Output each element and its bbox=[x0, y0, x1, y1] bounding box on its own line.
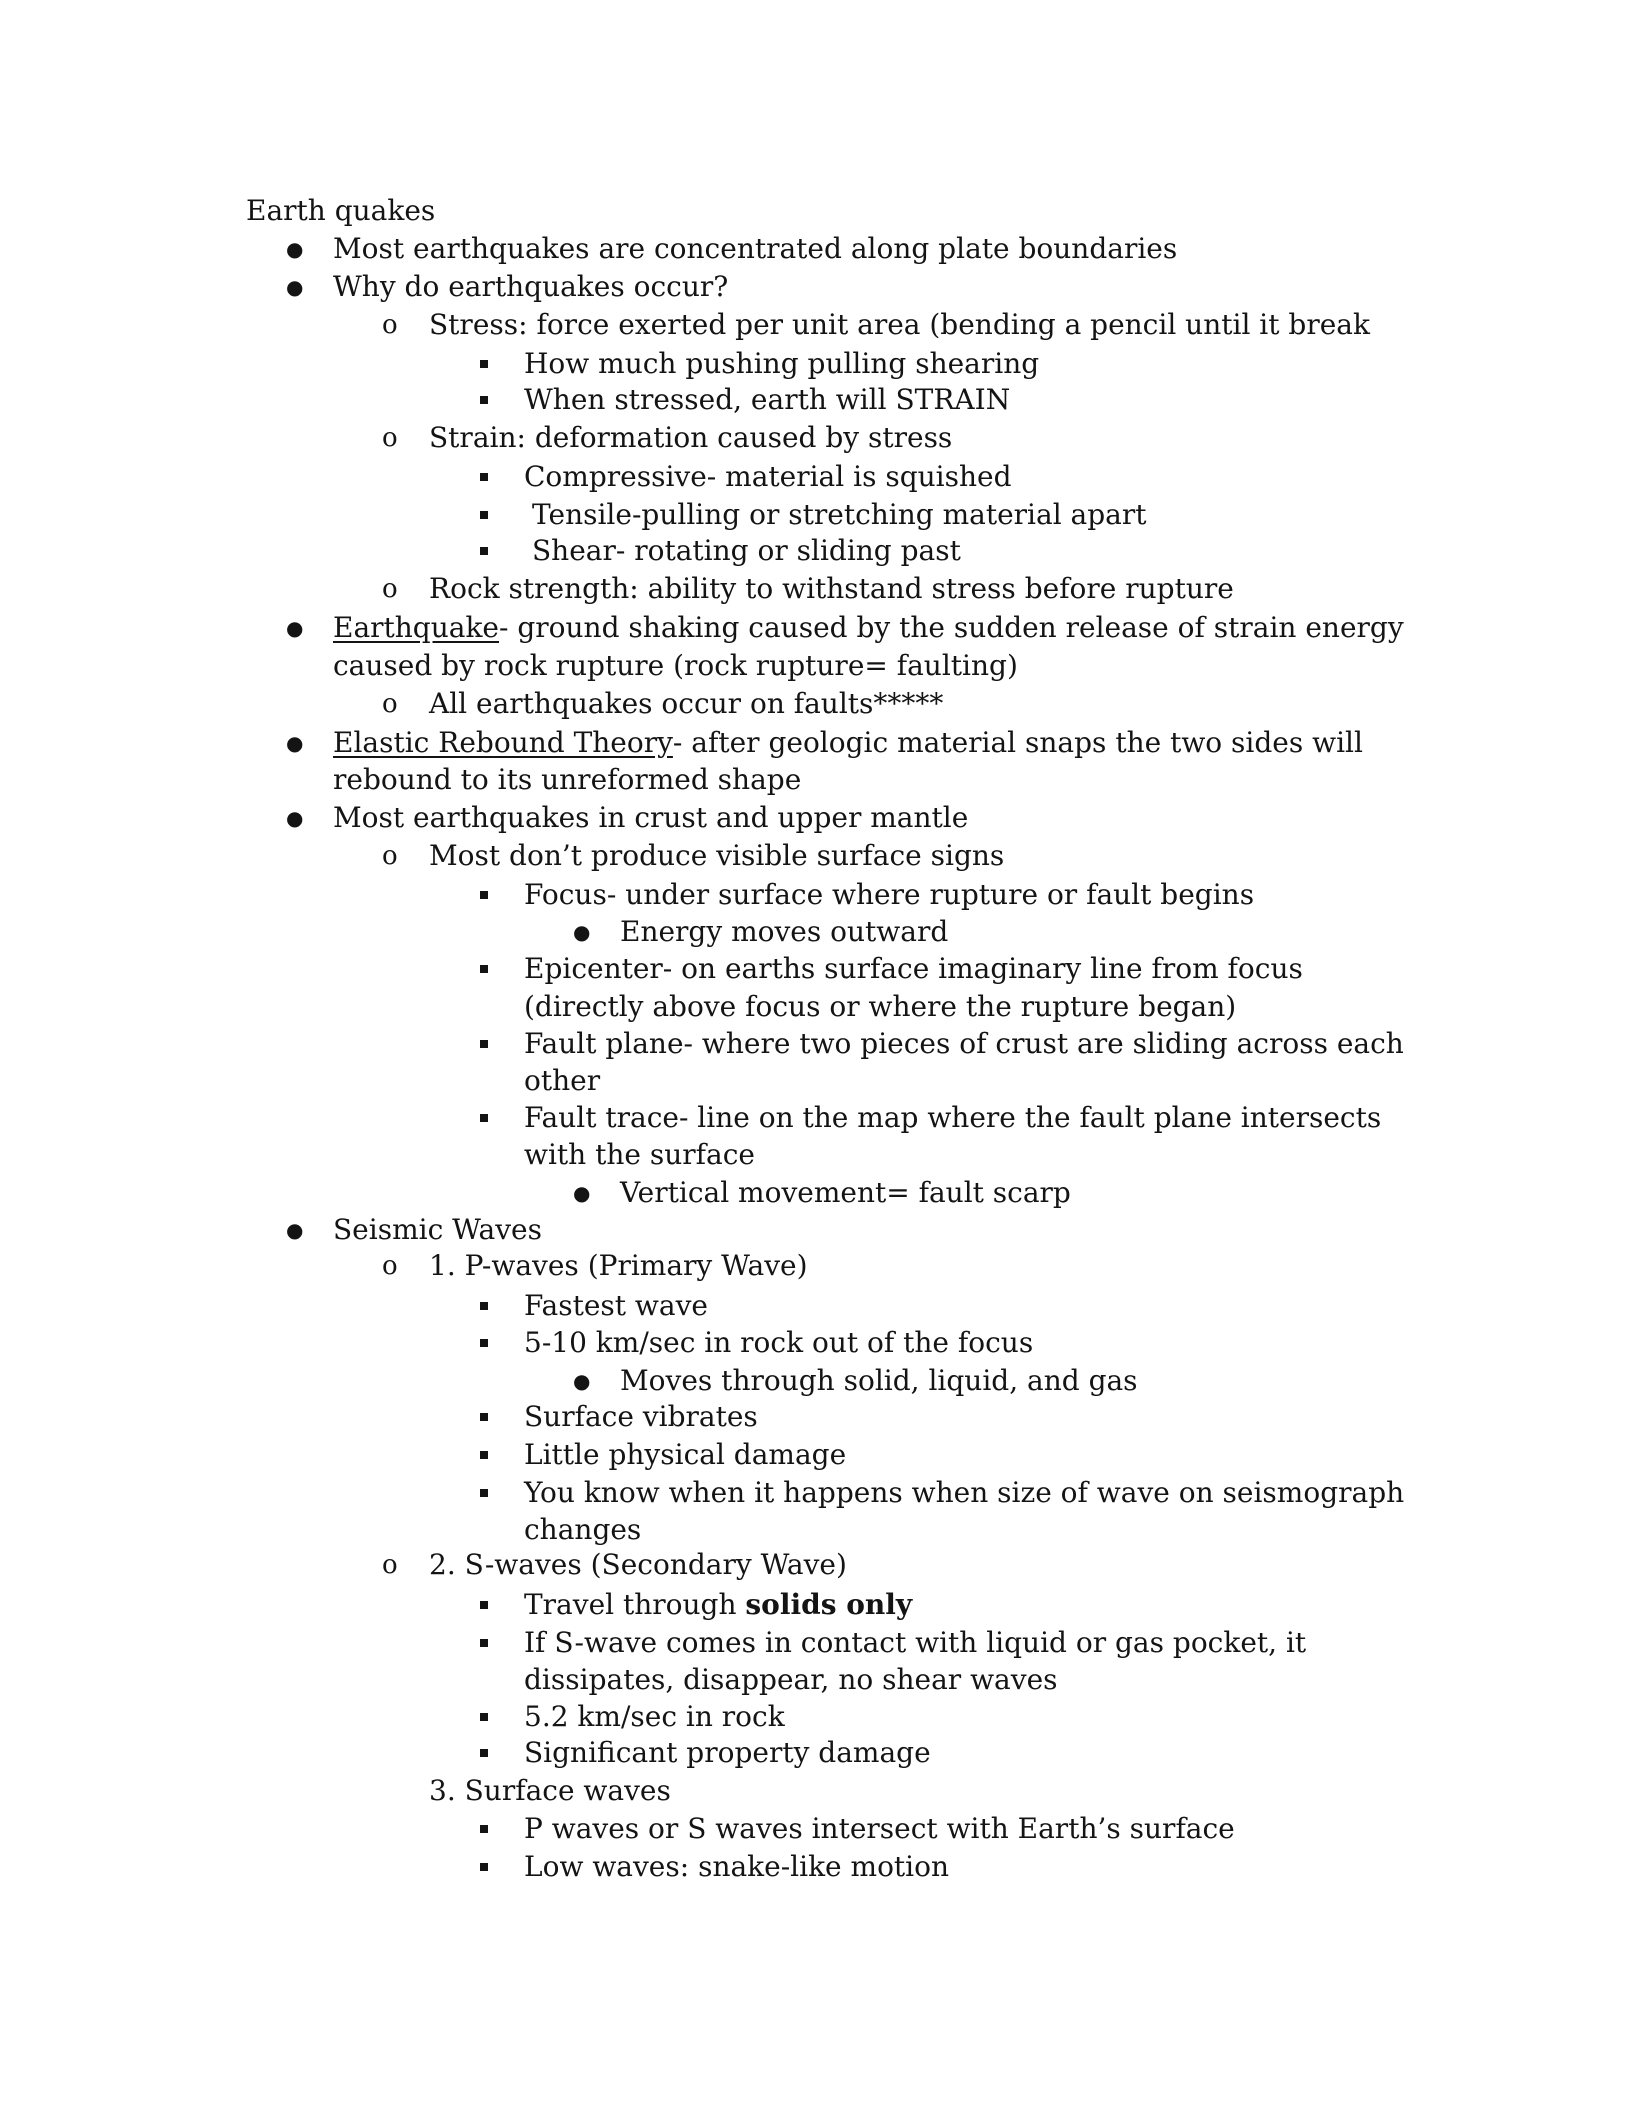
list-item-text: Low waves: snake-like motion bbox=[524, 1850, 950, 1883]
list-item-text: Compressive- material is squished bbox=[524, 460, 1012, 493]
definition-text: - ground shaking caused by the sudden release of strain energy bbox=[499, 611, 1404, 644]
list-item-text: 3. Surface waves bbox=[429, 1774, 671, 1807]
list-item-text: Focus- under surface where rupture or fault begins bbox=[524, 878, 1255, 911]
list-item-text bbox=[333, 609, 1404, 647]
list-item-text: changes bbox=[524, 1513, 642, 1546]
bullet-disc-icon: ● bbox=[286, 731, 304, 755]
list-item-text: Why do earthquakes occur? bbox=[333, 270, 729, 303]
bullet-square-icon bbox=[480, 1114, 488, 1122]
bullet-circle-icon: o bbox=[382, 1251, 398, 1281]
bullet-square-icon bbox=[480, 1601, 488, 1609]
bullet-disc-icon: ● bbox=[286, 616, 304, 640]
list-item-text: Moves through solid, liquid, and gas bbox=[620, 1364, 1138, 1397]
bullet-square-icon bbox=[480, 360, 488, 368]
list-item-text: Most earthquakes in crust and upper mantle bbox=[333, 801, 969, 834]
list-item-text: other bbox=[524, 1064, 601, 1097]
bullet-disc-icon: ● bbox=[573, 920, 591, 944]
list-item-text: Seismic Waves bbox=[333, 1213, 542, 1246]
bullet-disc-icon: ● bbox=[286, 806, 304, 830]
list-item-text: 1. P-waves (Primary Wave) bbox=[429, 1249, 808, 1282]
bullet-square-icon bbox=[480, 511, 488, 519]
list-item-text: You know when it happens when size of wave on seismograph bbox=[524, 1476, 1405, 1509]
list-item-text: Most earthquakes are concentrated along plate boundaries bbox=[333, 232, 1178, 265]
bullet-circle-icon: o bbox=[382, 423, 398, 453]
bullet-disc-icon: ● bbox=[286, 275, 304, 299]
list-item-text: Epicenter- on earths surface imaginary line from focus bbox=[524, 952, 1303, 985]
list-item-text: dissipates, disappear, no shear waves bbox=[524, 1663, 1058, 1696]
bullet-circle-icon: o bbox=[382, 310, 398, 340]
bullet-square-icon bbox=[480, 1825, 488, 1833]
list-item-text bbox=[333, 724, 1363, 762]
bullet-circle-icon: o bbox=[382, 689, 398, 719]
list-item-text: Fault trace- line on the map where the fault plane intersects bbox=[524, 1101, 1382, 1134]
list-item-text: Rock strength: ability to withstand stress before rupture bbox=[429, 572, 1234, 605]
bullet-square-icon bbox=[480, 965, 488, 973]
bullet-circle-icon: o bbox=[382, 574, 398, 604]
term-earthquake: Earthquake bbox=[333, 611, 499, 644]
list-item-text: Significant property damage bbox=[524, 1736, 931, 1769]
list-item-text: Stress: force exerted per unit area (bending a pencil until it break bbox=[429, 308, 1370, 341]
list-item-text: Shear- rotating or sliding past bbox=[532, 534, 961, 567]
bullet-square-icon bbox=[480, 1040, 488, 1048]
list-item-text bbox=[524, 1586, 912, 1624]
bullet-square-icon bbox=[480, 1713, 488, 1721]
list-item-text: All earthquakes occur on faults***** bbox=[429, 687, 944, 720]
bullet-square-icon bbox=[480, 1451, 488, 1459]
list-item-text: P waves or S waves intersect with Earth’s surface bbox=[524, 1812, 1235, 1845]
bullet-square-icon bbox=[480, 1339, 488, 1347]
list-item-text: Strain: deformation caused by stress bbox=[429, 421, 953, 454]
list-item-text: (directly above focus or where the rupture began) bbox=[524, 990, 1237, 1023]
bullet-square-icon bbox=[480, 396, 488, 404]
list-item-text: Tensile-pulling or stretching material apart bbox=[532, 498, 1147, 531]
text-prefix: Travel through bbox=[524, 1588, 746, 1621]
list-item-text: Most don’t produce visible surface signs bbox=[429, 839, 1005, 872]
list-item-text: Surface vibrates bbox=[524, 1400, 758, 1433]
bullet-square-icon bbox=[480, 1863, 488, 1871]
list-item-text: with the surface bbox=[524, 1138, 755, 1171]
definition-text: - after geologic material snaps the two sides will bbox=[672, 726, 1363, 759]
list-item-text: 5.2 km/sec in rock bbox=[524, 1700, 785, 1733]
list-item-text: caused by rock rupture (rock rupture= faulting) bbox=[333, 649, 1018, 682]
bullet-disc-icon: ● bbox=[286, 237, 304, 261]
list-item-text: Fault plane- where two pieces of crust are sliding across each bbox=[524, 1027, 1404, 1060]
bullet-square-icon bbox=[480, 1639, 488, 1647]
bullet-square-icon bbox=[480, 891, 488, 899]
bullet-circle-icon: o bbox=[382, 841, 398, 871]
bullet-square-icon bbox=[480, 1413, 488, 1421]
bullet-disc-icon: ● bbox=[286, 1218, 304, 1242]
list-item-text: How much pushing pulling shearing bbox=[524, 347, 1040, 380]
list-item-text: 5-10 km/sec in rock out of the focus bbox=[524, 1326, 1034, 1359]
list-item-text: Fastest wave bbox=[524, 1289, 708, 1322]
list-item-text: When stressed, earth will STRAIN bbox=[524, 383, 1011, 416]
term-elastic-rebound: Elastic Rebound Theory bbox=[333, 726, 673, 759]
list-item-text: rebound to its unreformed shape bbox=[333, 763, 802, 796]
bullet-square-icon bbox=[480, 1489, 488, 1497]
emphasis-text: solids only bbox=[745, 1588, 913, 1621]
list-item-text: If S-wave comes in contact with liquid or gas pocket, it bbox=[524, 1626, 1307, 1659]
bullet-disc-icon: ● bbox=[573, 1369, 591, 1393]
list-item-text: Energy moves outward bbox=[620, 915, 949, 948]
list-item-text: Little physical damage bbox=[524, 1438, 847, 1471]
bullet-square-icon bbox=[480, 547, 488, 555]
bullet-square-icon bbox=[480, 1302, 488, 1310]
bullet-square-icon bbox=[480, 1749, 488, 1757]
title-text: Earth quakes bbox=[246, 194, 436, 227]
list-item-text: 2. S-waves (Secondary Wave) bbox=[429, 1548, 847, 1581]
bullet-disc-icon: ● bbox=[573, 1181, 591, 1205]
bullet-square-icon bbox=[480, 473, 488, 481]
bullet-circle-icon: o bbox=[382, 1550, 398, 1580]
list-item-text: Vertical movement= fault scarp bbox=[620, 1176, 1071, 1209]
